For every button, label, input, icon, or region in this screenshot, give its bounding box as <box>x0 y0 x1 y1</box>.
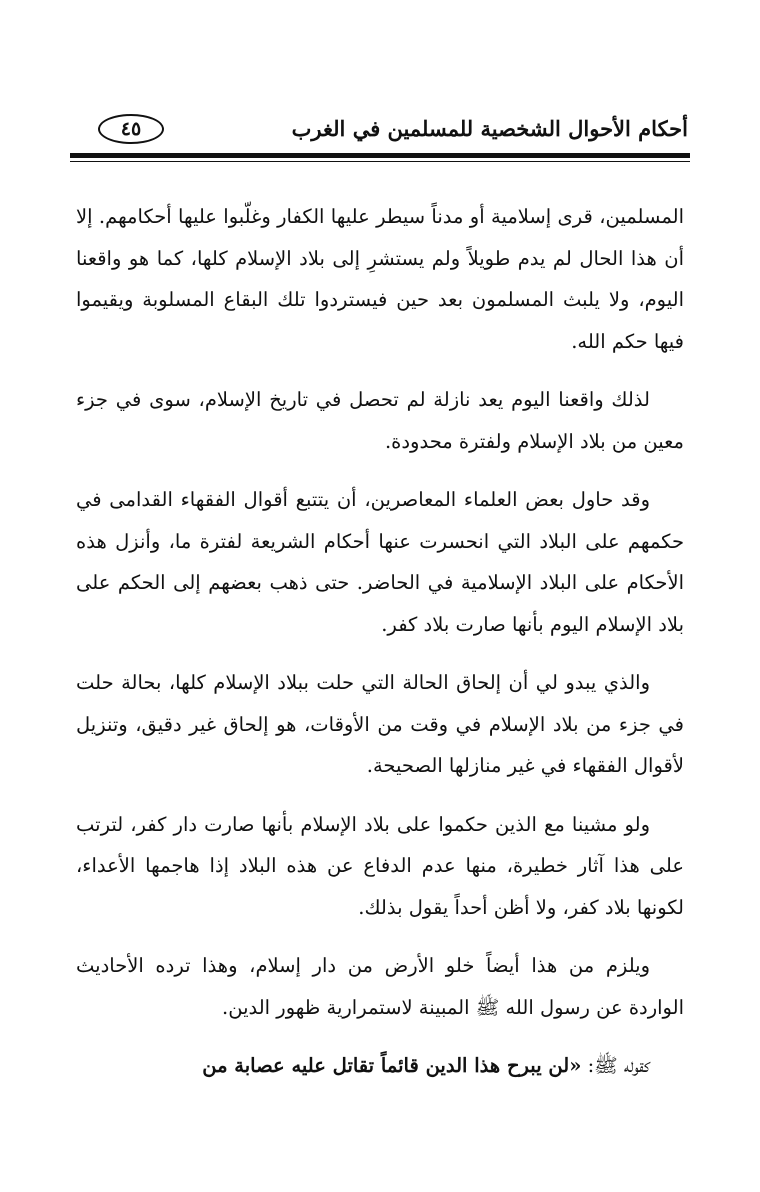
paragraph-6: ويلزم من هذا أيضاً خلو الأرض من دار إسلام، وهذا ترده الأحاديث الواردة عن رسول الله ﷺ المبينة لاستمرارية ظهور الدين. <box>76 954 684 1019</box>
page-number: ٤٥ <box>98 114 164 144</box>
hadith-quote: «لن يبرح هذا الدين قائماً تقاتل عليه عصابة من <box>202 1054 582 1077</box>
paragraph-4: والذي يبدو لي أن إلحاق الحالة التي حلت ببلاد الإسلام كلها، بحالة حلت في جزء من بلاد الإسلام في وقت من الأوقات، هو إلحاق غير دقيق، وتنزيل لأقوال الفقهاء في غير منازلها الصحيحة. <box>76 671 684 777</box>
page-header <box>98 112 688 152</box>
body-text <box>76 196 684 1087</box>
header-rule-thin <box>70 161 690 162</box>
paragraph-2: لذلك واقعنا اليوم يعد نازلة لم تحصل في تاريخ الإسلام، سوى في جزء معين من بلاد الإسلام ولفترة محدودة. <box>76 388 684 453</box>
header-rule-thick <box>70 153 690 158</box>
paragraph-5: ولو مشينا مع الذين حكموا على بلاد الإسلام بأنها صارت دار كفر، لترتب على هذا آثار خطيرة، منها عدم الدفاع عن هذه البلاد إذا هاجمها الأعداء، لكونها بلاد كفر، ولا أظن أحداً يقول بذلك. <box>76 812 684 919</box>
paragraph-1: المسلمين، قرى إسلامية أو مدناً سيطر عليها الكفار وغلّبوا عليها أحكامهم. إلا أن هذا الحال لم يدم طويلاً ولم يستشرِ إلى بلاد الإسلام كلها، كما هو واقعنا اليوم، ولا يلبث المسلمون بعد حين فيستردوا تلك البقاع المسلوبة ويقيموا فيها حكم الله. <box>76 205 684 353</box>
paragraph-3: وقد حاول بعض العلماء المعاصرين، أن يتتبع أقوال الفقهاء القدامى في حكمهم على البلاد التي انحسرت عنها أحكام الشريعة لفترة ما، وأنزل هذه الأحكام على البلاد الإسلامية في الحاضر. حتى ذهب بعضهم إلى الحكم على بلاد الإسلام اليوم بأنها صارت بلاد كفر. <box>76 488 684 636</box>
quote-lead: كقوله ﷺ: <box>581 1054 650 1077</box>
paragraph-7 <box>76 1045 684 1087</box>
running-title: أحكام الأحوال الشخصية للمسلمين في الغرب <box>291 116 688 141</box>
